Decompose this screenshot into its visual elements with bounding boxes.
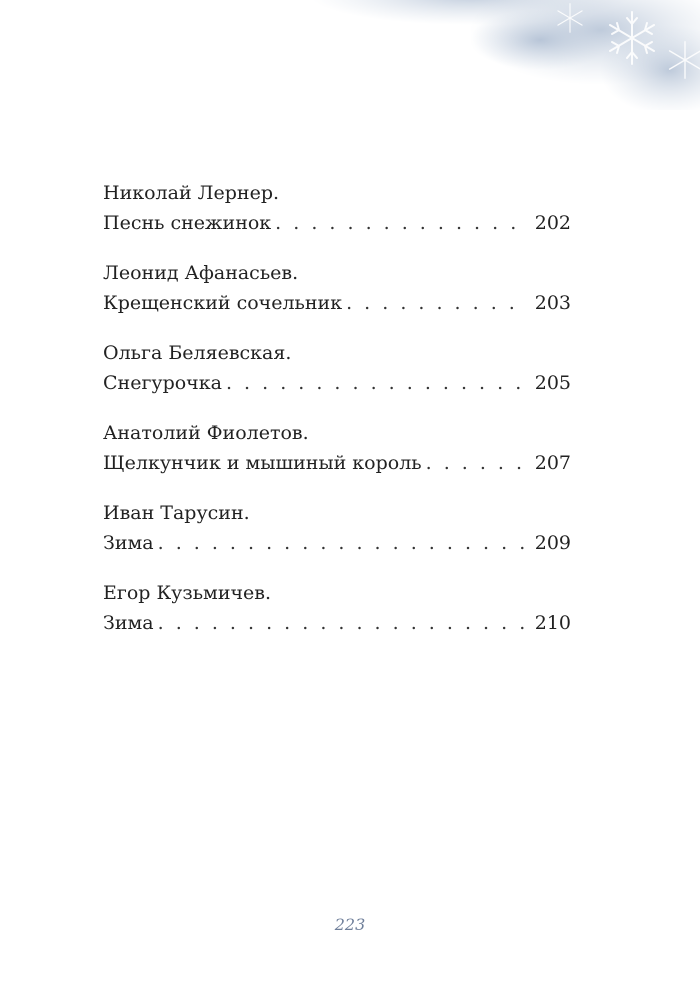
toc-page-number: 202	[534, 212, 571, 234]
toc-entry[interactable]	[103, 418, 571, 478]
toc-page-number: 203	[534, 292, 571, 314]
toc-title-line	[103, 608, 571, 638]
toc-author: Николай Лернер.	[103, 182, 280, 204]
table-of-contents	[103, 178, 571, 658]
snowflake-frost-decoration-icon	[240, 0, 700, 110]
toc-page-number: 205	[534, 372, 571, 394]
toc-entry[interactable]	[103, 498, 571, 558]
toc-author: Ольга Беляевская.	[103, 342, 292, 364]
toc-page-number: 207	[534, 452, 571, 474]
toc-page-number: 209	[534, 532, 571, 554]
toc-author: Анатолий Фиолетов.	[103, 422, 309, 444]
toc-entry[interactable]	[103, 258, 571, 318]
dot-leader	[158, 528, 527, 558]
dot-leader	[275, 208, 527, 238]
toc-title-line	[103, 288, 571, 318]
dot-leader	[426, 448, 527, 478]
toc-author: Леонид Афанасьев.	[103, 262, 299, 284]
dot-leader	[158, 608, 527, 638]
toc-title-line	[103, 528, 571, 558]
toc-entry[interactable]	[103, 338, 571, 398]
toc-title: Щелкунчик и мышиный король	[103, 452, 422, 474]
toc-title: Зима	[103, 532, 154, 554]
toc-title: Зима	[103, 612, 154, 634]
toc-title: Снегурочка	[103, 372, 222, 394]
toc-author: Егор Кузьмичев.	[103, 582, 272, 604]
toc-author: Иван Тарусин.	[103, 502, 250, 524]
toc-title-line	[103, 368, 571, 398]
toc-title: Песнь снежинок	[103, 212, 272, 234]
dot-leader	[346, 288, 527, 318]
toc-title-line	[103, 448, 571, 478]
toc-title-line	[103, 208, 571, 238]
toc-entry[interactable]	[103, 178, 571, 238]
page-number: 223	[334, 915, 366, 934]
dot-leader	[226, 368, 527, 398]
toc-page-number: 210	[534, 612, 571, 634]
toc-entry[interactable]	[103, 578, 571, 638]
toc-title: Крещенский сочельник	[103, 292, 343, 314]
